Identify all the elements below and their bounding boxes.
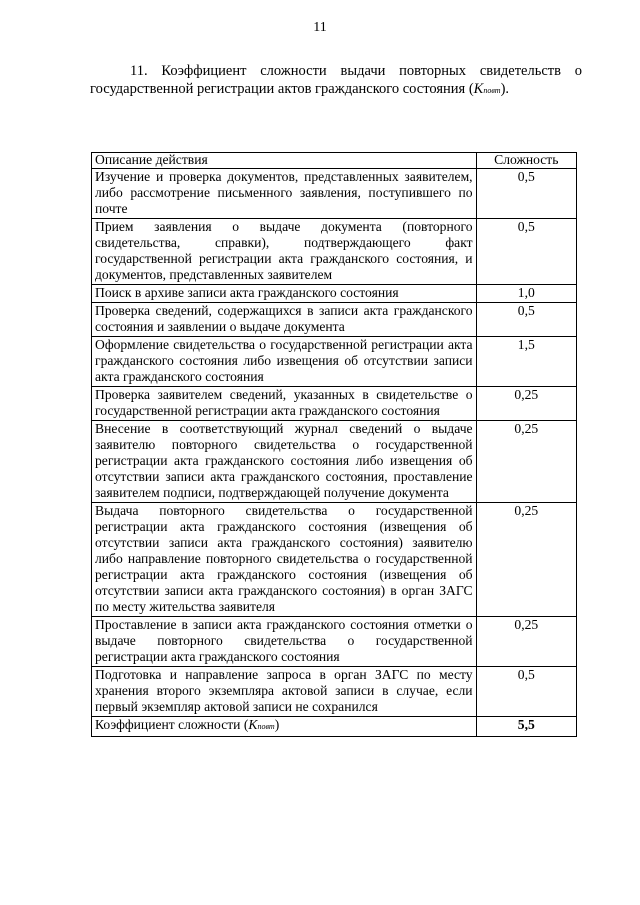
table-row [92, 387, 577, 421]
total-symbol-letter: K [248, 717, 258, 732]
heading-closing: ). [500, 81, 510, 97]
table-row [92, 219, 577, 285]
table-row [92, 285, 577, 303]
row-complexity: 0,5 [476, 219, 576, 285]
row-complexity: 0,25 [476, 503, 576, 617]
header-description: Описание действия [92, 153, 477, 169]
row-complexity: 1,0 [476, 285, 576, 303]
complexity-table [91, 152, 577, 737]
row-description: Прием заявления о выдаче документа (повторного свидетельства, справки), подтверждающего факт государственной регистрации акта гражданского состояния, и документов, представленных заявителем [92, 219, 477, 285]
heading-symbol-subscript: повт [483, 86, 501, 95]
table-row [92, 617, 577, 667]
row-description: Изучение и проверка документов, представленных заявителем, либо рассмотрение письменного заявления, поступившего по почте [92, 169, 477, 219]
total-label [92, 717, 477, 737]
page-number: 11 [313, 20, 327, 35]
total-value: 5,5 [476, 717, 576, 737]
row-description: Поиск в архиве записи акта гражданского состояния [92, 285, 477, 303]
total-symbol [248, 717, 274, 732]
section-heading [90, 62, 582, 100]
table-row [92, 667, 577, 717]
row-description: Выдача повторного свидетельства о государственной регистрации акта гражданского состояния (извещения об отсутствии записи акта гражданского состояния) заявителю либо направление повторного свидетельства о государственной регистрации акта гражданского состояния (извещения об отсутствии записи акта гражданского состояния) в орган ЗАГС по месту жительства заявителя [92, 503, 477, 617]
row-complexity: 0,25 [476, 617, 576, 667]
row-complexity: 0,5 [476, 169, 576, 219]
row-complexity: 0,5 [476, 667, 576, 717]
total-row [92, 717, 577, 737]
table-row [92, 337, 577, 387]
heading-symbol-letter: K [473, 81, 484, 97]
row-complexity: 0,25 [476, 387, 576, 421]
table-row [92, 169, 577, 219]
row-description: Проверка сведений, содержащихся в записи акта гражданского состояния и заявлении о выдаче документа [92, 303, 477, 337]
row-description: Внесение в соответствующий журнал сведений о выдаче заявителю повторного свидетельства о государственной регистрации акта гражданского состояния либо извещения об отсутствии записи акта гражданского состояния, проставление заявителем подписи, подтверждающей получение документа [92, 421, 477, 503]
table-row [92, 421, 577, 503]
table-row [92, 303, 577, 337]
heading-text: 11. Коэффициент сложности выдачи повторных свидетельств о государственной регистрации актов гражданского состояния ( [90, 63, 582, 97]
row-complexity: 0,5 [476, 303, 576, 337]
total-closing: ) [274, 717, 280, 732]
total-label-text: Коэффициент сложности ( [95, 717, 249, 732]
heading-symbol [474, 81, 501, 97]
row-description: Подготовка и направление запроса в орган ЗАГС по месту хранения второго экземпляра актовой записи в случае, если первый экземпляр актовой записи не сохранился [92, 667, 477, 717]
row-complexity: 1,5 [476, 337, 576, 387]
table-row [92, 503, 577, 617]
header-complexity: Сложность [476, 153, 576, 169]
row-description: Проверка заявителем сведений, указанных в свидетельстве о государственной регистрации акта гражданского состояния [92, 387, 477, 421]
row-description: Проставление в записи акта гражданского состояния отметки о выдаче повторного свидетельства о государственной регистрации акта гражданского состояния [92, 617, 477, 667]
total-symbol-subscript: повт [257, 722, 275, 731]
row-complexity: 0,25 [476, 421, 576, 503]
row-description: Оформление свидетельства о государственной регистрации акта гражданского состояния либо извещения об отсутствии записи акта гражданского состояния [92, 337, 477, 387]
table-header-row [92, 153, 577, 169]
